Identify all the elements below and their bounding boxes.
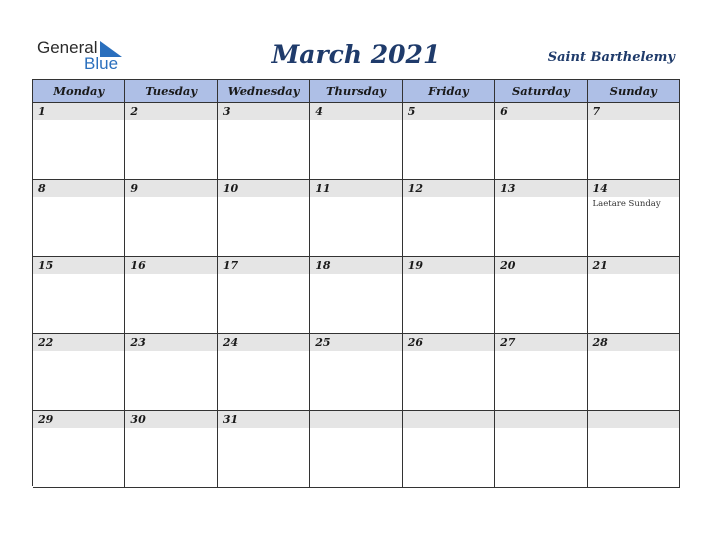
weekday-thursday: Thursday xyxy=(310,80,402,103)
day-number: 22 xyxy=(38,336,54,349)
day-cell xyxy=(218,411,310,488)
week-row xyxy=(33,334,680,411)
day-number: 17 xyxy=(222,259,239,272)
weekday-friday: Friday xyxy=(403,80,495,103)
day-cell xyxy=(588,180,680,257)
day-cell xyxy=(125,334,217,411)
day-cell xyxy=(403,180,495,257)
day-number-band xyxy=(310,411,401,428)
day-number: 14 xyxy=(592,182,608,195)
page-title: March 2021 xyxy=(271,40,441,69)
weekday-wednesday: Wednesday xyxy=(218,80,310,103)
day-number: 7 xyxy=(592,105,601,118)
day-number: 10 xyxy=(222,182,239,195)
day-number-band xyxy=(588,411,679,428)
day-cell xyxy=(310,334,402,411)
day-number: 19 xyxy=(407,259,423,272)
day-number: 25 xyxy=(315,336,331,349)
region-label: Saint Barthelemy xyxy=(547,50,675,65)
day-cell xyxy=(495,411,587,488)
week-row xyxy=(33,411,680,488)
day-cell xyxy=(125,411,217,488)
day-number: 21 xyxy=(592,259,608,272)
day-cell xyxy=(310,180,402,257)
day-cell xyxy=(33,257,125,334)
day-cell xyxy=(495,103,587,180)
day-number: 13 xyxy=(500,182,516,195)
day-number-band xyxy=(125,180,216,197)
day-cell xyxy=(125,257,217,334)
day-number: 9 xyxy=(130,182,139,195)
day-number-band xyxy=(495,103,586,120)
day-cell xyxy=(218,334,310,411)
day-number: 23 xyxy=(130,336,146,349)
logo-text-general: General xyxy=(37,38,98,57)
day-cell xyxy=(495,334,587,411)
day-cell xyxy=(588,103,680,180)
day-cell xyxy=(588,257,680,334)
day-number-band xyxy=(125,103,216,120)
week-row xyxy=(33,257,680,334)
day-cell xyxy=(125,103,217,180)
day-number: 30 xyxy=(130,413,146,426)
day-cell xyxy=(125,180,217,257)
weekday-monday: Monday xyxy=(33,80,125,103)
day-number: 16 xyxy=(130,259,146,272)
day-cell xyxy=(310,103,402,180)
calendar-grid xyxy=(32,79,680,486)
day-number: 12 xyxy=(407,182,423,195)
day-number: 8 xyxy=(38,182,46,195)
day-cell xyxy=(33,180,125,257)
day-number: 1 xyxy=(38,105,46,118)
week-row xyxy=(33,180,680,257)
day-number-band xyxy=(310,103,401,120)
day-number-band xyxy=(33,103,124,120)
day-number-band xyxy=(495,411,586,428)
weekday-header-row xyxy=(33,80,680,103)
day-cell xyxy=(403,411,495,488)
day-cell xyxy=(33,411,125,488)
day-cell xyxy=(33,103,125,180)
day-event: Laetare Sunday xyxy=(592,199,661,209)
weekday-saturday: Saturday xyxy=(495,80,587,103)
day-number-band xyxy=(588,103,679,120)
day-number: 15 xyxy=(38,259,54,272)
day-number: 4 xyxy=(315,105,323,118)
weekday-tuesday: Tuesday xyxy=(125,80,217,103)
day-cell xyxy=(403,103,495,180)
day-number-band xyxy=(33,180,124,197)
weekday-sunday: Sunday xyxy=(588,80,680,103)
day-number: 18 xyxy=(315,259,331,272)
day-number: 2 xyxy=(130,105,139,118)
day-cell xyxy=(310,411,402,488)
week-row xyxy=(33,103,680,180)
day-cell xyxy=(218,103,310,180)
day-number: 29 xyxy=(38,413,54,426)
day-cell xyxy=(588,411,680,488)
day-cell xyxy=(403,257,495,334)
calendar-header xyxy=(0,0,712,78)
weeks-container xyxy=(33,103,680,488)
logo-text-blue: Blue xyxy=(84,54,119,73)
day-number: 28 xyxy=(592,336,608,349)
day-cell xyxy=(33,334,125,411)
day-number: 27 xyxy=(500,336,516,349)
day-number: 3 xyxy=(222,105,231,118)
day-cell xyxy=(218,180,310,257)
day-cell xyxy=(218,257,310,334)
day-number-band xyxy=(403,103,494,120)
day-number: 6 xyxy=(500,105,508,118)
day-number: 11 xyxy=(315,182,331,195)
day-cell xyxy=(403,334,495,411)
day-number: 20 xyxy=(500,259,516,272)
day-cell xyxy=(495,257,587,334)
day-number-band xyxy=(218,103,309,120)
day-number: 26 xyxy=(407,336,423,349)
day-number-band xyxy=(403,411,494,428)
day-number: 24 xyxy=(222,336,239,349)
day-number: 5 xyxy=(407,105,416,118)
day-cell xyxy=(588,334,680,411)
day-cell xyxy=(310,257,402,334)
day-cell xyxy=(495,180,587,257)
day-number: 31 xyxy=(222,413,239,426)
